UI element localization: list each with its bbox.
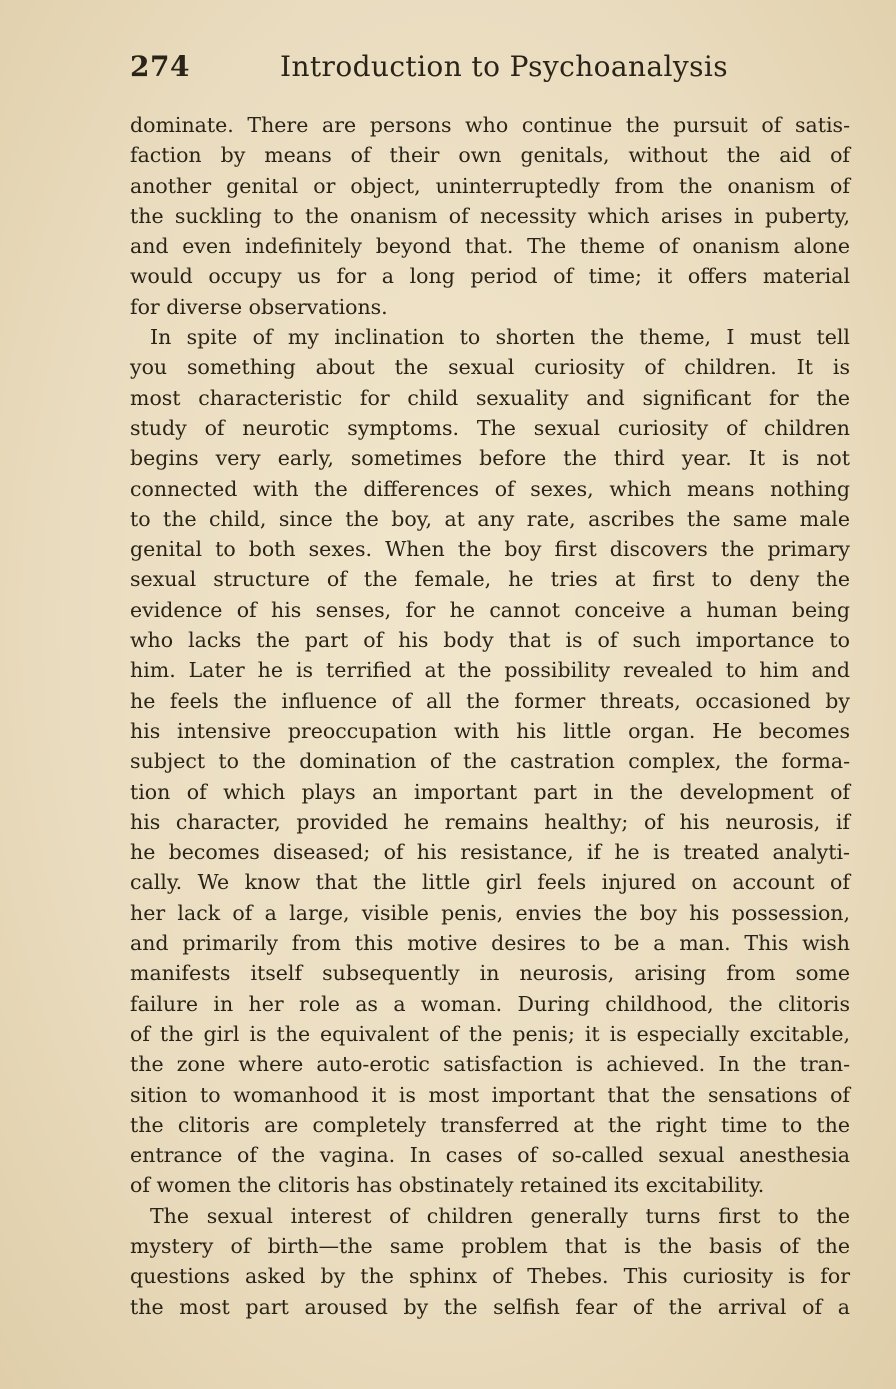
text-line: failure in her role as a woman. During childhood, the clitoris [130, 991, 850, 1016]
body-text [130, 110, 850, 1322]
text-line: he feels the influence of all the former threats, occasioned by [130, 688, 850, 713]
text-line: the most part aroused by the selfish fear of the arrival of a [130, 1294, 850, 1319]
text-line: who lacks the part of his body that is of such importance to [130, 628, 850, 653]
running-head [0, 50, 896, 90]
text-line: mystery of birth—the same problem that is the basis of the [130, 1233, 850, 1258]
text-line: for diverse observations. [130, 294, 388, 319]
text-line: faction by means of their own genitals, without the aid of [130, 143, 850, 168]
text-line: her lack of a large, visible penis, envies the boy his possession, [130, 900, 850, 925]
text-line: he becomes diseased; of his resistance, if he is treated analyti- [130, 840, 850, 865]
running-title: Introduction to Psychoanalysis [280, 50, 728, 83]
text-line: the suckling to the onanism of necessity which arises in puberty, [130, 203, 850, 228]
text-line: the clitoris are completely transferred at the right time to the [130, 1112, 850, 1137]
text-line: him. Later he is terrified at the possibility revealed to him and [130, 658, 850, 683]
text-line: The sexual interest of children generally turns first to the [150, 1203, 850, 1228]
text-line: to the child, since the boy, at any rate, ascribes the same male [130, 506, 850, 531]
text-line: cally. We know that the little girl feels injured on account of [130, 870, 850, 895]
text-line: study of neurotic symptoms. The sexual curiosity of children [130, 415, 850, 440]
text-line: and even indefinitely beyond that. The theme of onanism alone [130, 234, 850, 259]
page-number: 274 [130, 50, 190, 83]
text-line: would occupy us for a long period of time; it offers material [130, 264, 850, 289]
text-line: dominate. There are persons who continue the pursuit of satis- [130, 113, 850, 137]
text-line: subject to the domination of the castration complex, the forma- [130, 749, 850, 774]
text-line: genital to both sexes. When the boy first discovers the primary [130, 537, 850, 562]
text-line: evidence of his senses, for he cannot conceive a human being [130, 597, 850, 622]
text-line: begins very early, sometimes before the third year. It is not [130, 446, 850, 471]
text-line: entrance of the vagina. In cases of so-called sexual anesthesia [130, 1143, 850, 1168]
text-line: of women the clitoris has obstinately retained its excitability. [130, 1173, 765, 1198]
text-line: the zone where auto-erotic satisfaction is achieved. In the tran- [130, 1052, 850, 1077]
text-line: manifests itself subsequently in neurosis, arising from some [130, 961, 850, 986]
text-line: questions asked by the sphinx of Thebes. This curiosity is for [130, 1264, 850, 1289]
text-line: of the girl is the equivalent of the penis; it is especially excitable, [130, 1021, 850, 1046]
text-line: connected with the differences of sexes, which means nothing [130, 476, 850, 501]
text-line: most characteristic for child sexuality and significant for the [130, 385, 850, 410]
text-line: tion of which plays an important part in the development of [130, 779, 850, 804]
text-line: another genital or object, uninterruptedly from the onanism of [130, 173, 850, 198]
text-line: his intensive preoccupation with his little organ. He becomes [130, 718, 850, 743]
text-line: sexual structure of the female, he tries at first to deny the [130, 567, 850, 592]
text-line: In spite of my inclination to shorten the theme, I must tell [150, 325, 850, 350]
text-line: his character, provided he remains healthy; of his neurosis, if [130, 809, 850, 834]
text-line: sition to womanhood it is most important that the sensations of [130, 1082, 850, 1107]
text-line: you something about the sexual curiosity of children. It is [130, 355, 850, 380]
text-line: and primarily from this motive desires to be a man. This wish [130, 931, 850, 956]
